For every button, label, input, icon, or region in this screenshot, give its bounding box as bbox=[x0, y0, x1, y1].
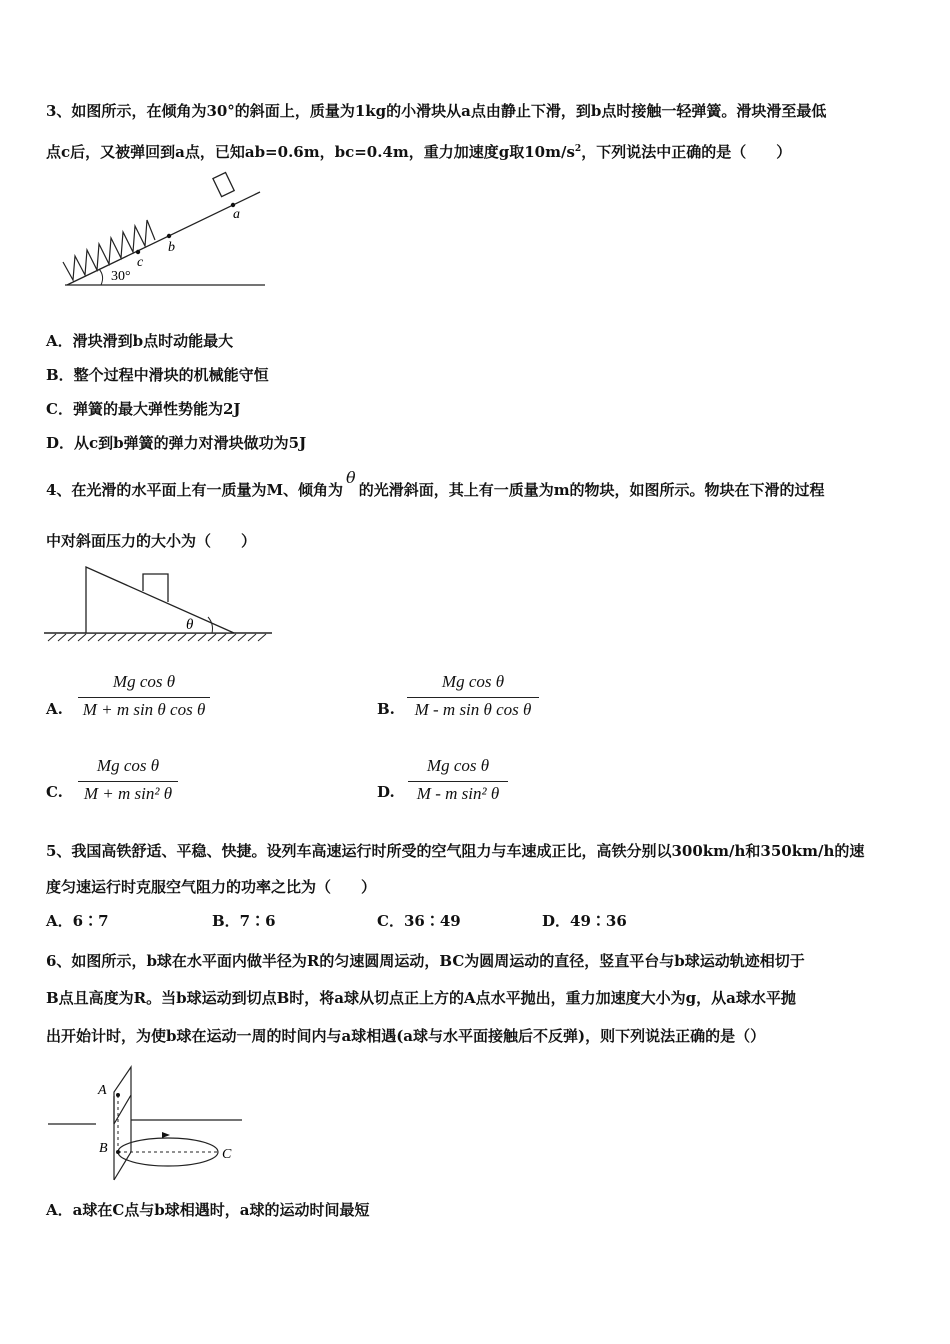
q3-line2 bbox=[46, 138, 912, 163]
q4-option-d-num: Mg cos θ bbox=[426, 756, 490, 775]
fraction-bar bbox=[407, 697, 539, 698]
q4-theta: θ bbox=[346, 468, 356, 487]
q6-option-a: A．a球在C点与b球相遇时，a球的运动时间最短 bbox=[46, 1201, 370, 1219]
point-A bbox=[116, 1093, 120, 1097]
q4-option-b-fraction bbox=[407, 672, 539, 724]
q6-line1: 6、如图所示，b球在水平面内做半径为R的匀速圆周运动，BC为圆周运动的直径，竖直平台与b球运动轨迹相切于 bbox=[46, 952, 805, 970]
fig3-label-c: c bbox=[137, 255, 144, 270]
point-B bbox=[116, 1150, 120, 1154]
q4-option-d-fraction bbox=[408, 756, 508, 808]
q4-option-c-num: Mg cos θ bbox=[96, 756, 160, 775]
q5-option-b: B．7∶6 bbox=[212, 912, 276, 930]
slider-block bbox=[213, 173, 234, 197]
fig3-label-a: a bbox=[233, 207, 240, 222]
q3-option-a: A．滑块滑到b点时动能最大 bbox=[46, 332, 234, 350]
q3-option-c: C．弹簧的最大弹性势能为2J bbox=[46, 400, 241, 418]
q3-option-b: B．整个过程中滑块的机械能守恒 bbox=[46, 366, 269, 384]
q4-option-c-fraction bbox=[78, 756, 178, 808]
q4-option-c-den: M + m sin² θ bbox=[83, 784, 173, 803]
q4-option-a-label: A. bbox=[46, 700, 63, 718]
q5-option-a: A．6∶7 bbox=[46, 912, 109, 930]
q4-line1 bbox=[46, 468, 912, 501]
q4-option-d-den: M - m sin² θ bbox=[416, 784, 500, 803]
q5-line2: 度匀速运行时克服空气阻力的功率之比为（ ） bbox=[46, 878, 377, 896]
spring-shape bbox=[63, 220, 155, 280]
q3-option-d: D．从c到b弹簧的弹力对滑块做功为5J bbox=[46, 434, 307, 452]
fig6-label-C: C bbox=[222, 1147, 232, 1162]
fig6-label-A: A bbox=[98, 1083, 107, 1098]
q4-option-a-num: Mg cos θ bbox=[112, 672, 176, 691]
q6-line2: B点且高度为R。当b球运动到切点B时，将a球从切点正上方的A点水平抛出，重力加速度大小为g，从a球水平抛 bbox=[46, 989, 796, 1007]
fraction-bar bbox=[408, 781, 508, 782]
q4-option-b-num: Mg cos θ bbox=[441, 672, 505, 691]
fig4-theta-label: θ bbox=[186, 617, 194, 633]
q3-line1: 3、如图所示，在倾角为30°的斜面上，质量为1kg的小滑块从a点由静止下滑，到b点时接触一轻弹簧。滑块滑至最低 bbox=[46, 102, 827, 120]
q4-line2: 中对斜面压力的大小为（ ） bbox=[46, 532, 257, 550]
fig3-label-b: b bbox=[168, 240, 175, 255]
q3-incline-figure bbox=[55, 172, 270, 290]
q4-option-c-label: C. bbox=[46, 783, 63, 801]
point-c bbox=[136, 250, 140, 254]
fig3-label-angle: 30° bbox=[111, 269, 131, 284]
q4-option-a-fraction bbox=[78, 672, 210, 724]
q6-line3: 出开始计时，为使b球在运动一周的时间内与a球相遇(a球与水平面接触后不反弹)，则下列说法正确的是（） bbox=[46, 1027, 766, 1045]
q4-option-a-den: M + m sin θ cos θ bbox=[82, 700, 206, 719]
fig6-label-B: B bbox=[99, 1141, 108, 1156]
q5-option-c: C．36∶49 bbox=[377, 912, 461, 930]
q4-option-d-label: D. bbox=[377, 783, 395, 801]
fraction-bar bbox=[78, 697, 210, 698]
q4-line1-tail: 的光滑斜面，其上有一质量为m的物块，如图所示。物块在下滑的过程 bbox=[358, 481, 825, 499]
q3-line2-tail: ，下列说法中正确的是（ ） bbox=[581, 143, 792, 161]
point-b bbox=[167, 234, 171, 238]
q4-option-b-label: B. bbox=[377, 700, 395, 718]
q3-line2-text: 点c后，又被弹回到a点，已知ab=0.6m，bc=0.4m，重力加速度g取10m/s bbox=[46, 143, 575, 161]
fraction-bar bbox=[78, 781, 178, 782]
q4-line1-text: 4、在光滑的水平面上有一质量为M、倾角为 bbox=[46, 481, 344, 499]
q4-wedge-figure bbox=[44, 562, 274, 642]
direction-arrow bbox=[162, 1132, 170, 1138]
q4-option-b-den: M - m sin θ cos θ bbox=[414, 700, 532, 719]
q5-option-d: D．49∶36 bbox=[542, 912, 627, 930]
q5-line1: 5、我国高铁舒适、平稳、快捷。设列车高速运行时所受的空气阻力与车速成正比，高铁分别以300km/h和350km/h的速 bbox=[46, 842, 865, 860]
q6-platform-figure bbox=[46, 1062, 246, 1187]
q3-line2-sup: 2 bbox=[574, 144, 582, 154]
